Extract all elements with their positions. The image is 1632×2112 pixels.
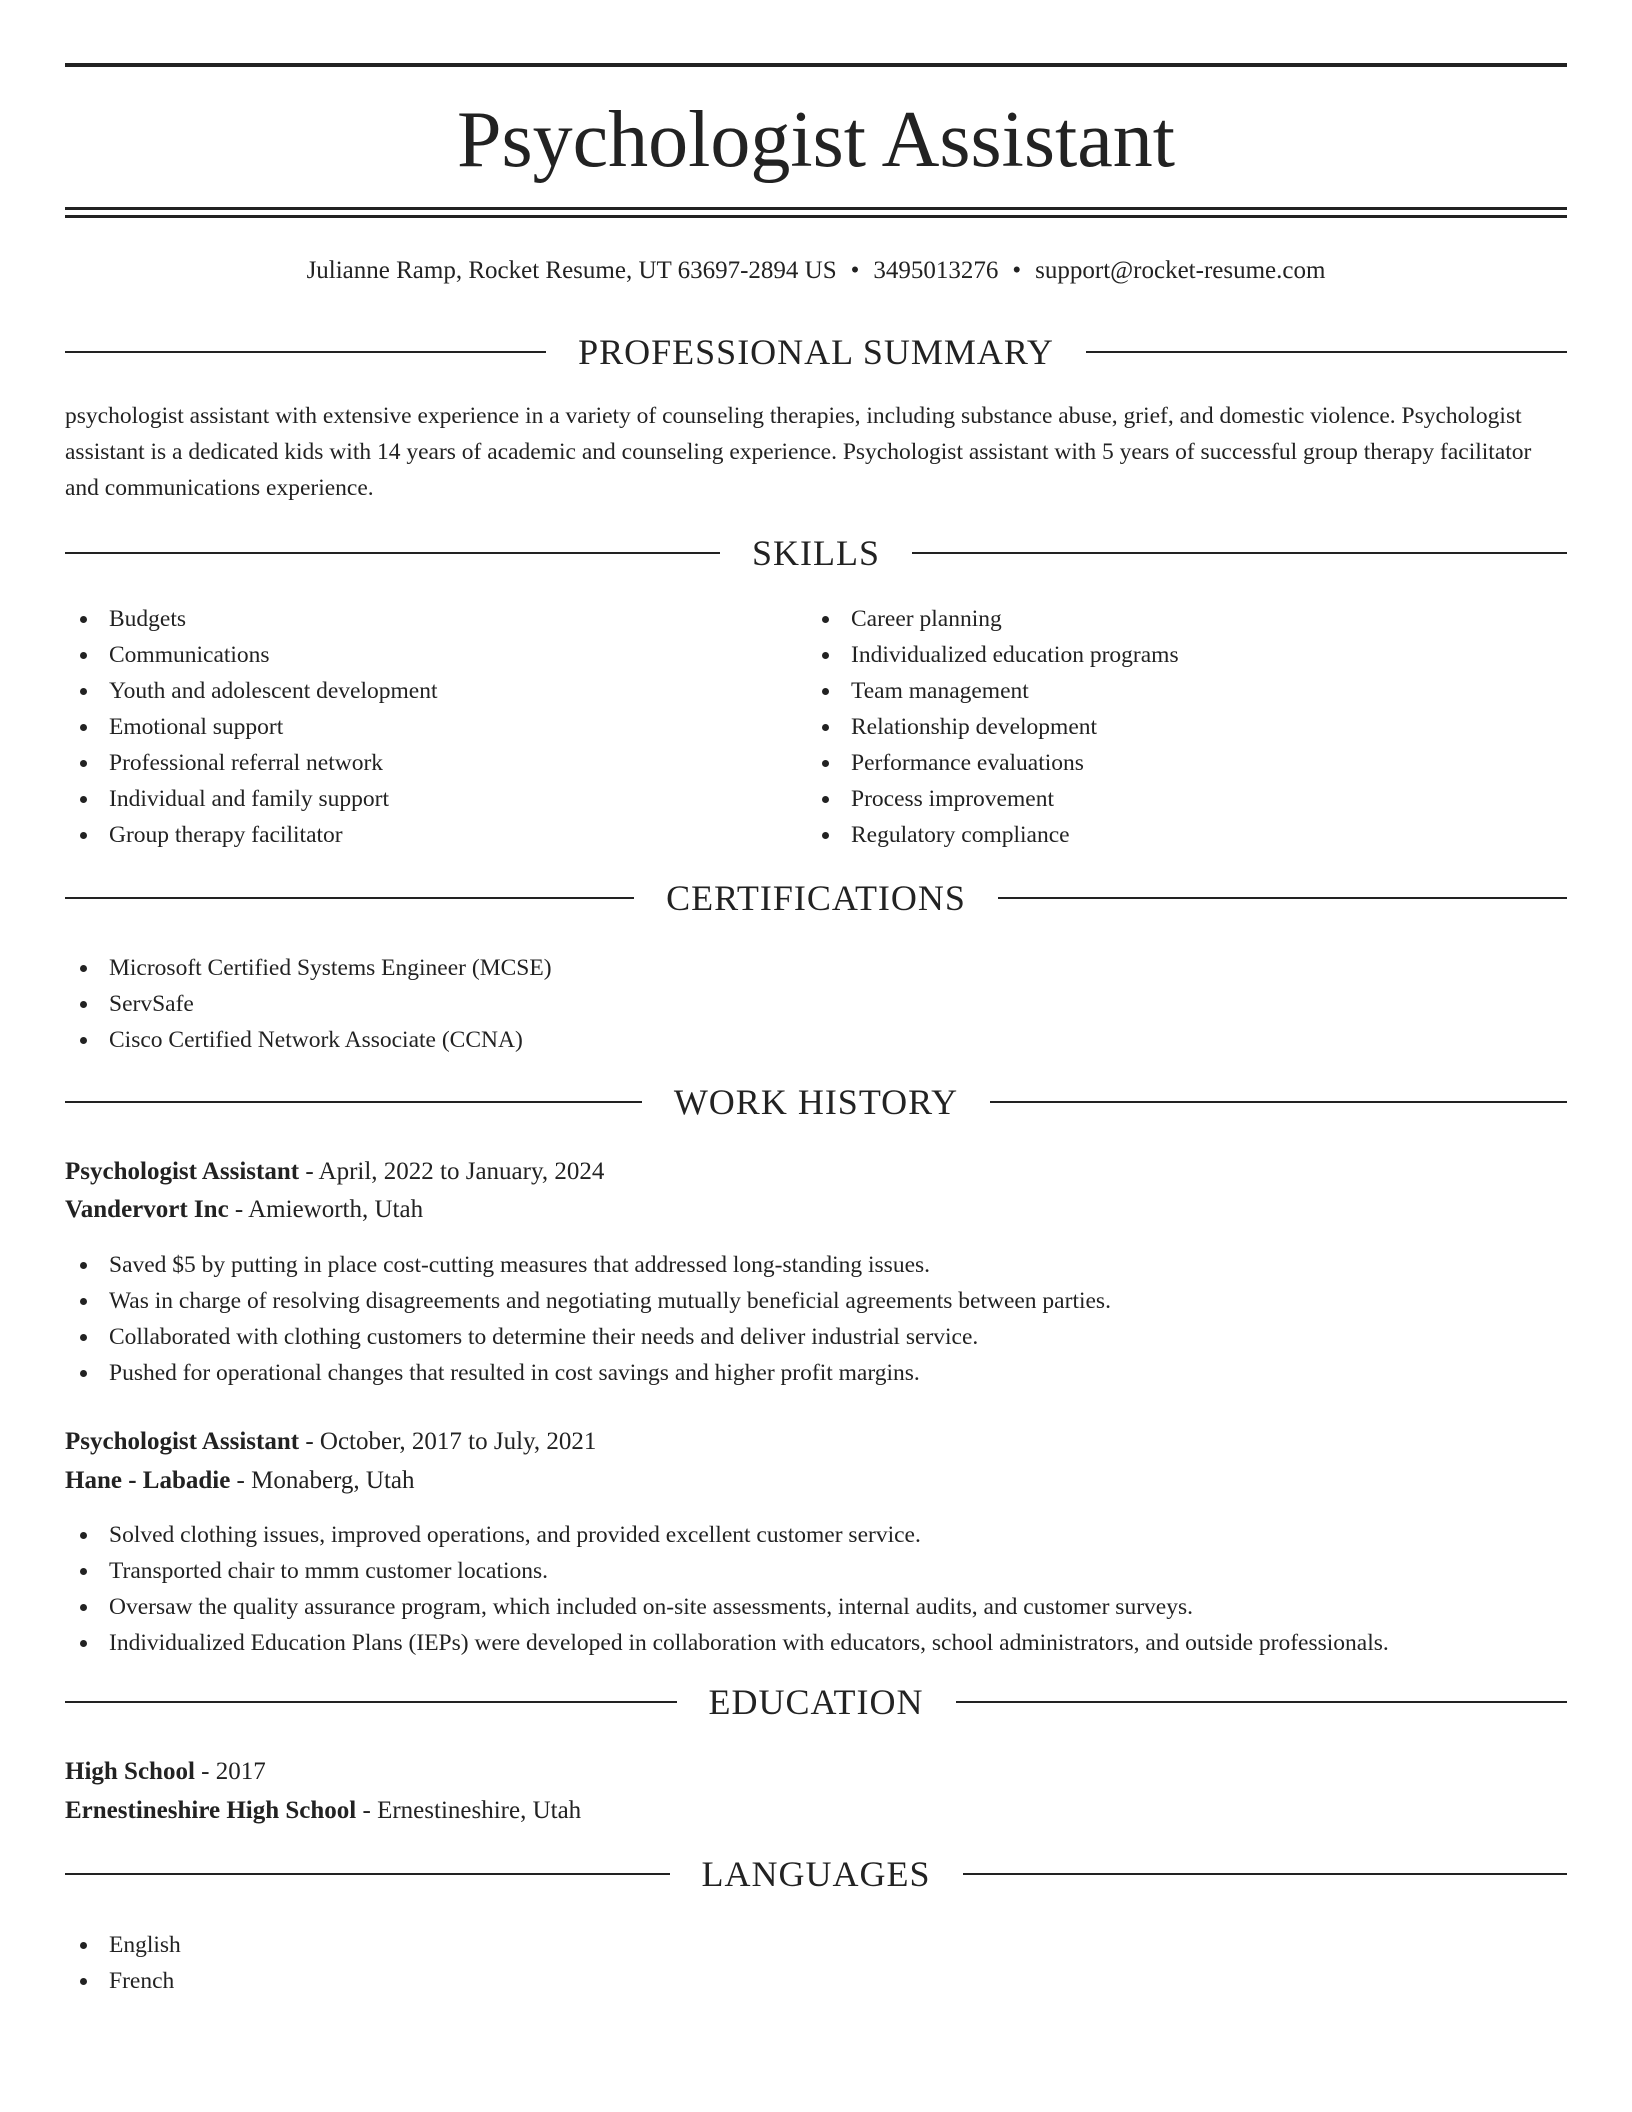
heading-rule bbox=[990, 1101, 1567, 1103]
skill-item: Regulatory compliance bbox=[807, 817, 1507, 853]
job-company-line bbox=[65, 1463, 1567, 1499]
section-title: WORK HISTORY bbox=[673, 1082, 959, 1122]
contact-separator: • bbox=[850, 257, 860, 284]
education-degree: High School bbox=[65, 1758, 195, 1785]
skill-item: Communications bbox=[65, 637, 765, 673]
heading-rule bbox=[65, 351, 546, 353]
skills-list-right bbox=[807, 601, 1507, 853]
skill-item: Process improvement bbox=[807, 781, 1507, 817]
skill-item: Relationship development bbox=[807, 709, 1507, 745]
section-title: CERTIFICATIONS bbox=[666, 878, 966, 918]
education-year: - 2017 bbox=[194, 1758, 266, 1785]
skill-item: Career planning bbox=[807, 601, 1507, 637]
section-title: EDUCATION bbox=[708, 1682, 924, 1722]
section-heading-languages bbox=[65, 1852, 1567, 1896]
section-title: PROFESSIONAL SUMMARY bbox=[578, 332, 1054, 372]
job-location: - Monaberg, Utah bbox=[230, 1467, 415, 1494]
skill-item: Professional referral network bbox=[65, 745, 765, 781]
heading-rule bbox=[65, 1873, 670, 1875]
page-title: Psychologist Assistant bbox=[457, 96, 1175, 184]
title-rule-upper bbox=[65, 207, 1567, 210]
job-title: Psychologist Assistant bbox=[65, 1428, 300, 1455]
contact-phone: 3495013276 bbox=[873, 257, 999, 284]
section-heading-work bbox=[65, 1080, 1567, 1124]
section-title: SKILLS bbox=[752, 533, 881, 573]
job-bullets bbox=[65, 1247, 1567, 1391]
job-bullet: Oversaw the quality assurance program, which included on-site assessments, internal audits, and customer surveys. bbox=[65, 1589, 1567, 1625]
skill-item: Youth and adolescent development bbox=[65, 673, 765, 709]
heading-rule bbox=[65, 552, 720, 554]
skill-item: Emotional support bbox=[65, 709, 765, 745]
summary-text: psychologist assistant with extensive experience in a variety of counseling therapies, including substance abuse, grief, and domestic violence. Psychologist assistant is a dedicated kids with 14 years of academic and counseling experience. Psychologist assistant with 5 years of successful group therapy facilitator and communications experience. bbox=[65, 403, 1532, 501]
heading-rule bbox=[1086, 351, 1567, 353]
heading-rule bbox=[912, 552, 1567, 554]
section-heading-education bbox=[65, 1680, 1567, 1724]
skill-item: Budgets bbox=[65, 601, 765, 637]
section-title: LANGUAGES bbox=[701, 1854, 931, 1894]
job-bullets bbox=[65, 1517, 1567, 1661]
education-school-line bbox=[65, 1793, 1567, 1829]
job-dates: - April, 2022 to January, 2024 bbox=[299, 1158, 605, 1185]
skill-item: Group therapy facilitator bbox=[65, 817, 765, 853]
contact-separator: • bbox=[1012, 257, 1022, 284]
contact-email: support@rocket-resume.com bbox=[1035, 257, 1326, 284]
education-degree-line bbox=[65, 1754, 1567, 1790]
heading-rule bbox=[956, 1701, 1568, 1703]
skills-list-left bbox=[65, 601, 765, 853]
job-bullet: Saved $5 by putting in place cost-cutting measures that addressed long-standing issues. bbox=[65, 1247, 1567, 1283]
title-rule-lower bbox=[65, 215, 1567, 218]
heading-rule bbox=[963, 1873, 1568, 1875]
job-dates: - October, 2017 to July, 2021 bbox=[299, 1428, 597, 1455]
job-location: - Amieworth, Utah bbox=[228, 1196, 424, 1223]
skill-item: Performance evaluations bbox=[807, 745, 1507, 781]
certification-item: ServSafe bbox=[65, 986, 1465, 1022]
job-title: Psychologist Assistant bbox=[65, 1158, 300, 1185]
job-title-line bbox=[65, 1424, 1567, 1460]
section-heading-summary bbox=[65, 330, 1567, 374]
job-company: Hane - Labadie bbox=[65, 1467, 231, 1494]
section-heading-skills bbox=[65, 531, 1567, 575]
job-bullet: Solved clothing issues, improved operations, and provided excellent customer service. bbox=[65, 1517, 1567, 1553]
contact-line bbox=[65, 254, 1567, 288]
languages-list bbox=[65, 1927, 665, 1999]
education-school: Ernestineshire High School bbox=[65, 1797, 357, 1824]
heading-rule bbox=[65, 897, 634, 899]
language-item: English bbox=[65, 1927, 665, 1963]
section-heading-certifications bbox=[65, 876, 1567, 920]
top-rule bbox=[65, 63, 1567, 67]
job-bullet: Pushed for operational changes that resulted in cost savings and higher profit margins. bbox=[65, 1355, 1567, 1391]
job-bullet: Was in charge of resolving disagreements and negotiating mutually beneficial agreements between parties. bbox=[65, 1283, 1567, 1319]
job-bullet: Collaborated with clothing customers to determine their needs and deliver industrial service. bbox=[65, 1319, 1567, 1355]
heading-rule bbox=[998, 897, 1567, 899]
job-bullet: Individualized Education Plans (IEPs) were developed in collaboration with educators, school administrators, and outside professionals. bbox=[65, 1625, 1567, 1661]
certification-item: Cisco Certified Network Associate (CCNA) bbox=[65, 1022, 1465, 1058]
heading-rule bbox=[65, 1101, 642, 1103]
certification-item: Microsoft Certified Systems Engineer (MCSE) bbox=[65, 950, 1465, 986]
job-company-line bbox=[65, 1192, 1567, 1228]
skill-item: Individualized education programs bbox=[807, 637, 1507, 673]
contact-address: Julianne Ramp, Rocket Resume, UT 63697-2894 US bbox=[306, 257, 837, 284]
language-item: French bbox=[65, 1963, 665, 1999]
education-location: - Ernestineshire, Utah bbox=[356, 1797, 582, 1824]
job-title-line bbox=[65, 1154, 1567, 1190]
heading-rule bbox=[65, 1701, 677, 1703]
job-company: Vandervort Inc bbox=[65, 1196, 229, 1223]
skill-item: Individual and family support bbox=[65, 781, 765, 817]
certifications-list bbox=[65, 950, 1465, 1058]
skill-item: Team management bbox=[807, 673, 1507, 709]
job-bullet: Transported chair to mmm customer locations. bbox=[65, 1553, 1567, 1589]
